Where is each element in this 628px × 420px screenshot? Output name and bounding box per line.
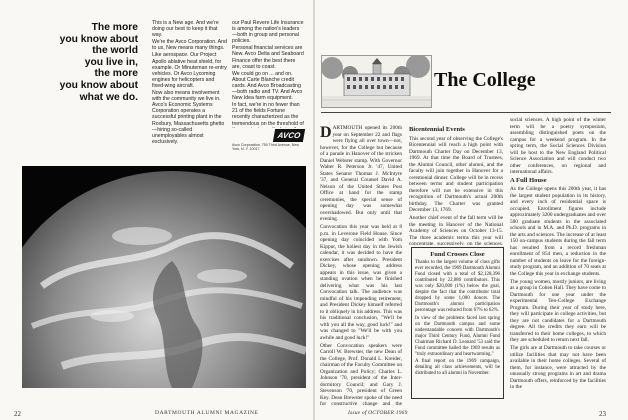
- article-paragraph: Convocation this year was held at 8 p.m. in Leverone Field House. Since opening day coincided with Yom Kippur, the holiest day in the Jewish calendar, it was decided to have the exercises after sundown. President Dickey, whose opening address appears in this issue, was given a standing ovation when he finished delivering what was his last Convocation talk. The audience was mindful of his impending retirement, and President Dickey himself referred to it obliquely in his address. This was his traditional conclusion, "We'll be with you all the way, good luck!" and was changed to "We'll be with you awhile and good luck!": [320, 224, 402, 341]
- box-paragraph: Thanks to the largest volume of class gifts ever recorded, the 1969 Dartmouth Alumni Fund closed with a total of $2,128,396 contributed by 22,086 contributors. This was only $20,000 (1%) below the goal, despite the fact that the contributor total dropped by some 1,000 donors. The Dartmouth's alumni participation percentage was reduced from 67% to 62%.: [415, 260, 500, 313]
- avco-address: Avco Corporation, 750 Third Avenue, New York, N. Y. 10017: [232, 143, 299, 152]
- ad-paragraph: We're the Avco Corporation. And to us, New means many things.: [152, 39, 227, 52]
- section-heading: A Full House: [510, 176, 547, 184]
- article-paragraph: Other Convocation speakers were Carroll W. Brewster, the new Dean of the College, Prof. Donald L. Kreider, chairman of the Faculty Committee on Organization and Policy; Charles L. Johnson '70, president of the Inter-dormitory Council; and Gary J. Stevenson '70, president of Green Key. Dean Brewster spoke of the need for constructive change and the: [320, 342, 402, 407]
- headline-line: you live in,: [84, 56, 138, 68]
- article-paragraph: social sciences. A high point of the winter term will be a poetry symposium, assembling distinguished poets on the campus for a weekend program. In the spring term, the Social Sciences Division will be host to the New England Political Science Association and will conduct two other conferences, on regional and international affairs.: [510, 117, 606, 175]
- ad-headline: [10, 22, 138, 103]
- ad-paragraph: Like aerospace. Our Project Apollo ablative heat shield, for example. Or Minuteman re-entry vehicles. Or Avco Lycoming engines for helicopters and fixed-wing aircraft.: [152, 52, 227, 89]
- article-paragraph: As the College opens this 200th year, it has the largest student population in its history, and every inch of residential space is occupied. Enrollment figures include approximately 3200 undergraduates and over 500 graduate students in the associated schools and in M.A. and Ph.D. programs in the arts and sciences. The increase of at least 150 on-campus students during the fall term has resulted from a record freshman enrollment of 854 men, a reduction in the number of students on leave for the foreign-study program, and an addition of 70 seats at the College this year in exchange students.: [510, 186, 606, 277]
- article-paragraph: This second year of observing the College's Bicentennial will reach a high point with Dartmouth Charter Day on December 13, 1969. At that time the Board of Trustees, the Alumni Council, other alumni, and the faculty will join together in Hanover for a ceremonial dinner. College will be in recess between terms and student participation therefore will not be extensive in this recognition of Dartmouth's actual 200th birthday. The Charter was granted December 13, 1769.: [409, 135, 503, 213]
- ad-paragraph: This is a New age. And we're doing our best to keep it that way.: [152, 20, 219, 39]
- drop-cap: D: [320, 125, 332, 141]
- box-title: Fund Crosses Close: [430, 251, 485, 258]
- box-paragraph: A final report on the 1969 campaign, detailing all class achievements, will be distributed to all alumni in November.: [415, 359, 500, 376]
- headline-line: the world: [92, 45, 138, 57]
- article-paragraph: Another chief event of the fall term will be the meeting in Hanover of the National Academy of Sciences on October 13-15. The three academic terms this year will concentrate, successively, on the sciences,: [409, 215, 503, 245]
- avco-signature: [232, 129, 306, 151]
- article-paragraph: The girls are at Dartmouth to take courses or utilize facilities that may not have been available in their home colleges. Several of them, for instance, were attracted by the unusually strong programs in art and drama Dartmouth offers, reinforced by the facilities in the: [510, 345, 606, 390]
- headline-line: you know about: [59, 79, 138, 91]
- article-column-3: [510, 117, 606, 407]
- headline-line: what we do.: [79, 91, 138, 103]
- section-heading: Bicentennial Events: [409, 126, 465, 133]
- article-paragraph: [320, 125, 402, 223]
- earth-photo: [22, 166, 306, 388]
- campus-drawing: [322, 56, 431, 107]
- headline-line: the more: [94, 68, 138, 80]
- ad-body-column-1: [152, 20, 228, 146]
- ad-paragraph: In fact, we're in no fewer than 21 of the fields Fortune recently characterized as the tremendous on the threshold of: [232, 102, 304, 127]
- section-title: The College: [434, 69, 536, 91]
- campus-illustration: [321, 55, 432, 108]
- headline-line: you know about: [59, 33, 138, 45]
- page-number-left: 22: [14, 410, 21, 418]
- headline-line: The more: [91, 22, 138, 33]
- ad-paragraph: our Paul Revere Life Insurance is among the nation's leaders—both in group and personal policies.: [232, 20, 304, 45]
- article-column-1: [320, 125, 402, 407]
- ad-paragraph: We could go on ... and on. About Carte Blanche credit cards. And Avco Broadcasting—both radio and TV. And Avco New Idea farm equipment.: [232, 70, 303, 102]
- ad-paragraph: Personal financial services are New. Avco Delta and Seaboard Finance offer the best there are, coast to coast.: [232, 45, 304, 70]
- avco-logo: AVCO: [273, 129, 305, 142]
- footer-magazine-name: DARTMOUTH ALUMNI MAGAZINE: [155, 410, 259, 416]
- ad-paragraph: Now also means involvement with the community we live in. Avco's Economic Systems Corporation operates a successful printing plant in the Roxbury, Massachusetts ghetto—hiring so-called unemployables almost exclusively.: [152, 90, 225, 145]
- article-text: ARTMOUTH opened its 200th year on September 22 and flags were flying all over town—not, however, for the College but because of a parade in Hanover of the stricken Daniel Webster stamp. With Governor Walter R. Peterson Jr. '47, United States Senator Thomas J. McIntyre '37, and General Counsel David A. Nelson of the United States Post Office at hand for the stamp ceremonies, the special sense of opening day was somewhat overshadowed. But only until that evening.: [320, 125, 402, 222]
- ad-body-column-2: [232, 20, 304, 128]
- fund-box: [411, 247, 504, 399]
- footer-issue-date: Issue of OCTOBER 1969: [348, 410, 408, 416]
- box-body: [412, 260, 503, 377]
- earth-globe-image: [22, 166, 306, 388]
- article-column-2: [409, 125, 503, 245]
- title-rule: [321, 112, 611, 113]
- article-paragraph: The young women, mostly juniors, are living as a group in Cohen Hall. They have come to Dartmouth for one year under the experimental Ten-College Exchange Program. During their year of study here, they will participate in college activities, but they are not candidates for a Dartmouth degree. All the credits they earn will be transferred to their home colleges, to which they are scheduled to return next fall.: [510, 278, 606, 343]
- box-paragraph: In view of the problems faced last spring on the Dartmouth campus and some understandable concern with Dartmouth's major Third Century Fund, Alumni Fund Chairman Richard D. Leonard '53 said the Fund committee hailed the 1969 results as "truly extraordinary and heartwarming.": [415, 315, 500, 357]
- page-number-right: 23: [599, 410, 606, 418]
